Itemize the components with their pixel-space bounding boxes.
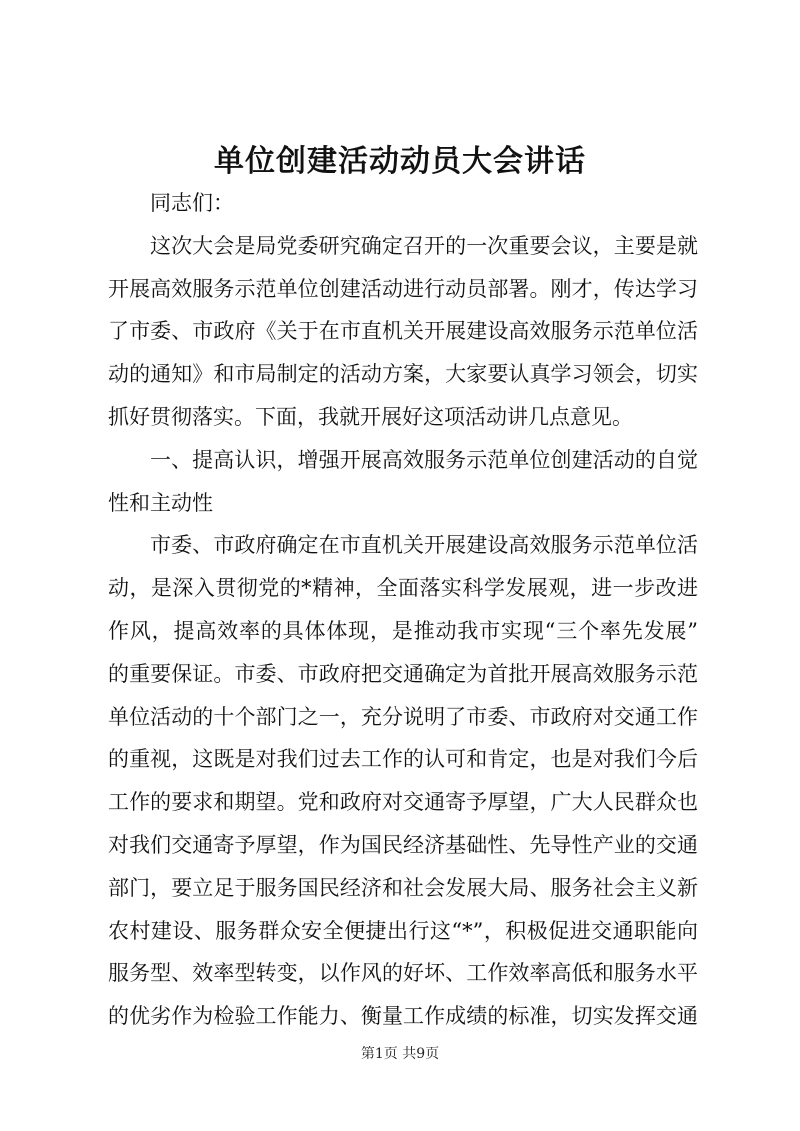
document-title: 单位创建活动动员大会讲话 [214,144,586,179]
paragraph-line: 部门，要立足于服务国民经济和社会发展大局、服务社会主义新 [108,875,698,900]
paragraph-line: 农村建设、服务群众安全便捷出行这“*”，积极促进交通职能向 [108,918,698,943]
paragraph-line: 这次大会是局党委研究确定召开的一次重要会议，主要是就 [150,233,698,258]
paragraph-line: 的优劣作为检验工作能力、衡量工作成绩的标准，切实发挥交通 [108,1004,698,1029]
paragraph-line: 单位活动的十个部门之一，充分说明了市委、市政府对交通工作 [108,704,698,729]
paragraph-line: 动的通知》和市局制定的活动方案，大家要认真学习领会，切实 [108,362,698,387]
paragraph-line: 的重视，这既是对我们过去工作的认可和肯定，也是对我们今后 [108,747,698,772]
paragraph-line: 作风，提高效率的具体体现，是推动我市实现“三个率先发展” [108,618,698,643]
paragraph-line: 的重要保证。市委、市政府把交通确定为首批开展高效服务示范 [108,661,698,686]
paragraph-line: 开展高效服务示范单位创建活动进行动员部署。刚才，传达学习 [108,276,698,301]
paragraph-line: 抓好贯彻落实。下面，我就开展好这项活动讲几点意见。 [108,404,633,429]
paragraph-line: 动，是深入贯彻党的*精神，全面落实科学发展观，进一步改进 [108,576,698,601]
paragraph-line: 市委、市政府确定在市直机关开展建设高效服务示范单位活 [150,533,698,558]
paragraph-line: 了市委、市政府《关于在市直机关开展建设高效服务示范单位活 [108,319,698,344]
section-heading-line: 一、提高认识，增强开展高效服务示范单位创建活动的自觉 [150,447,698,472]
paragraph-line: 工作的要求和期望。党和政府对交通寄予厚望，广大人民群众也 [108,790,698,815]
paragraph-line: 服务型、效率型转变，以作风的好坏、工作效率高低和服务水平 [108,961,698,986]
section-heading-line: 性和主动性 [108,490,213,515]
page-footer: 第1页 共9页 [360,1046,440,1062]
paragraph-line: 对我们交通寄予厚望，作为国民经济基础性、先导性产业的交通 [108,832,698,857]
document-body [108,182,698,1038]
salutation-line: 同志们： [150,191,234,215]
